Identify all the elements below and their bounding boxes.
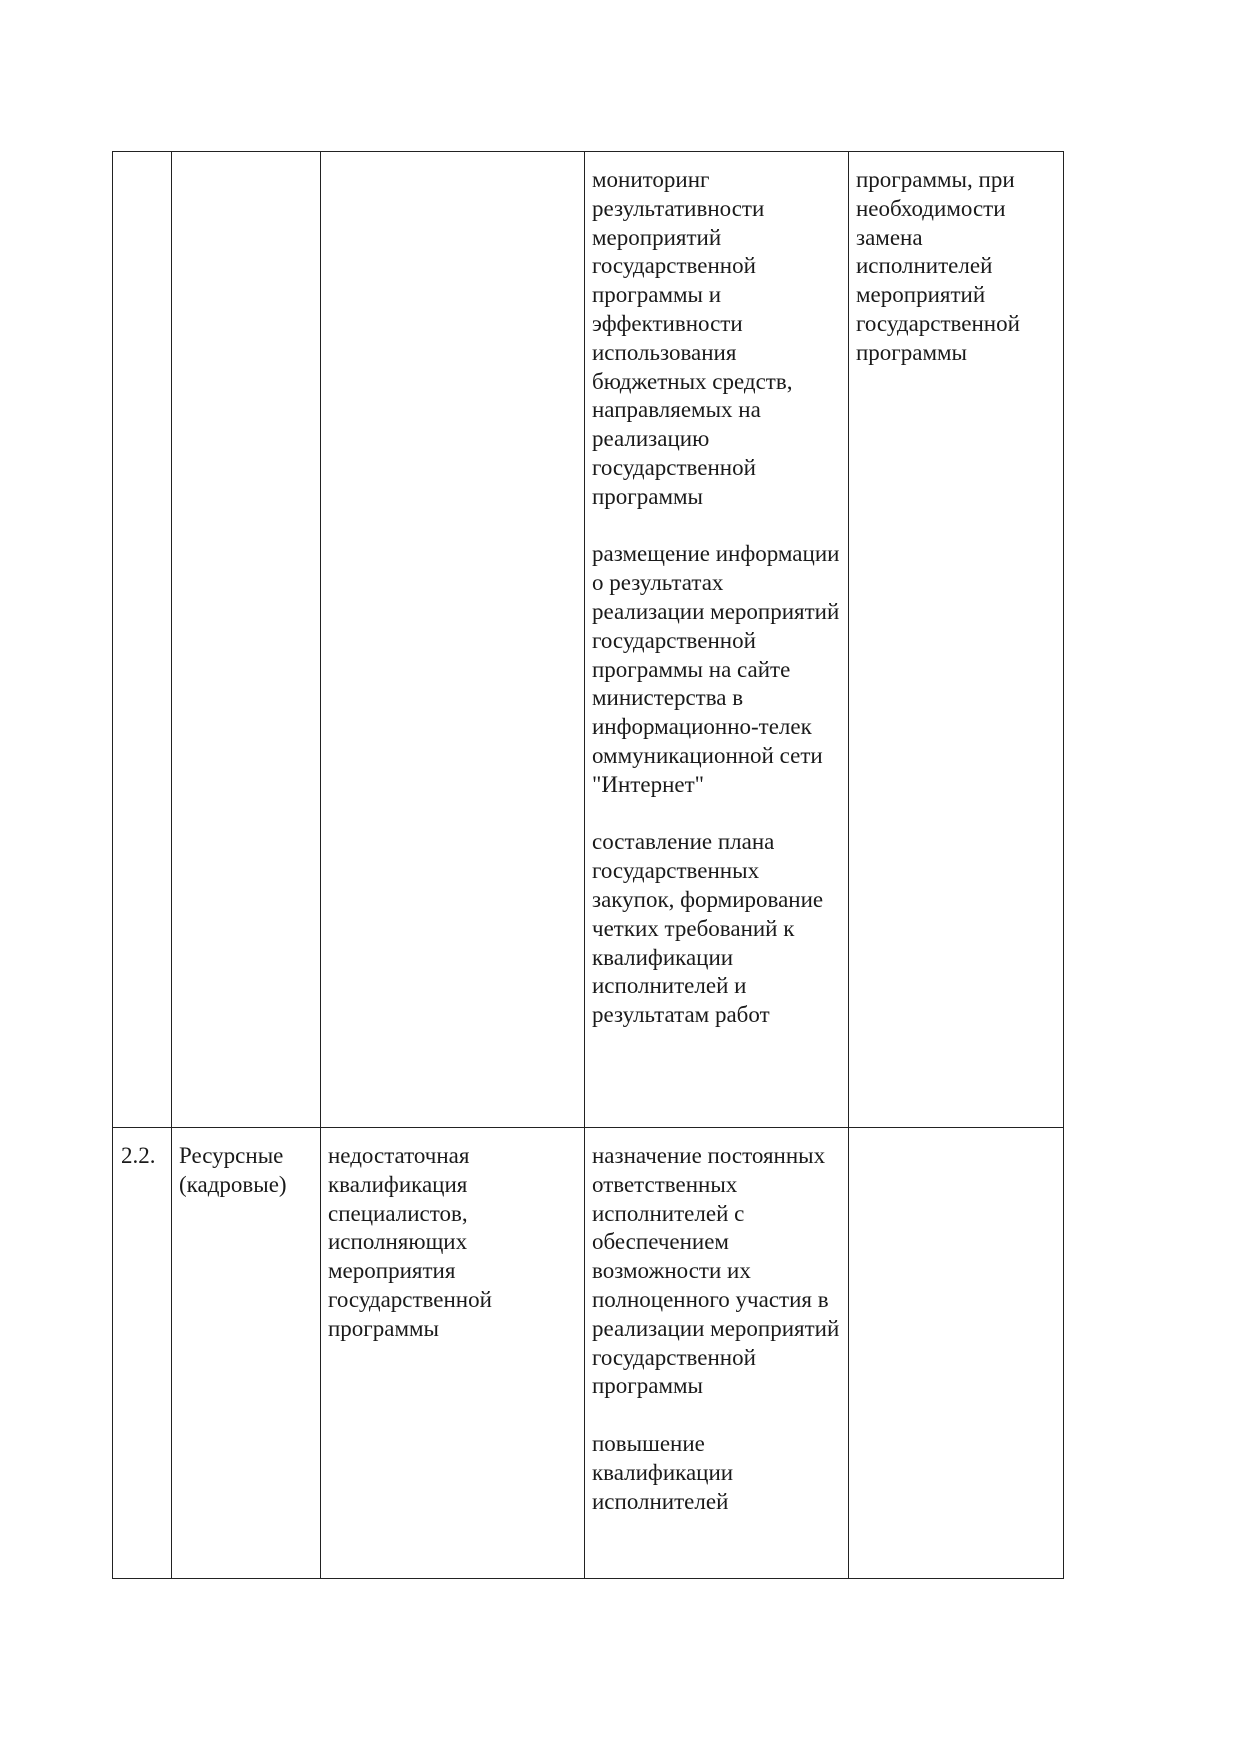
table-row <box>113 1128 1064 1579</box>
measure-paragraph: мониторинг результативности мероприятий государственной программы и эффективности использования бюджетных средств, направляемых на реализацию государственной программы <box>592 167 793 509</box>
row-number-cell: 2.2. <box>113 1128 172 1579</box>
risk-description-cell <box>321 152 585 1128</box>
actions-cell <box>849 1128 1064 1579</box>
measures-cell <box>585 1128 849 1579</box>
risk-type-cell: Ресурсные (кадровые) <box>172 1128 321 1579</box>
measure-paragraph: повышение квалификации исполнителей <box>592 1430 734 1514</box>
risk-management-table <box>112 151 1064 1579</box>
risk-description-cell: недостаточная квалификация специалистов, исполняющих мероприятия государственной программы <box>321 1128 585 1579</box>
measures-cell <box>585 152 849 1128</box>
actions-cell: программы, при необходимости замена исполнителей мероприятий государственной программы <box>849 152 1064 1128</box>
table-row <box>113 152 1064 1128</box>
measure-paragraph: составление плана государственных закупок, формирование четких требований к квалификации исполнителей и результатам работ <box>592 829 824 1028</box>
measure-paragraph: назначение постоянных ответственных исполнителей с обеспечением возможности их полноценного участия в реализации мероприятий государственной программы <box>592 1143 840 1399</box>
risk-type-cell <box>172 152 321 1128</box>
measure-paragraph: размещение информации о результатах реализации мероприятий государственной программы на сайте министерства в информационно-телек оммуникационной сети "Интернет" <box>592 541 840 797</box>
row-number-cell <box>113 152 172 1128</box>
